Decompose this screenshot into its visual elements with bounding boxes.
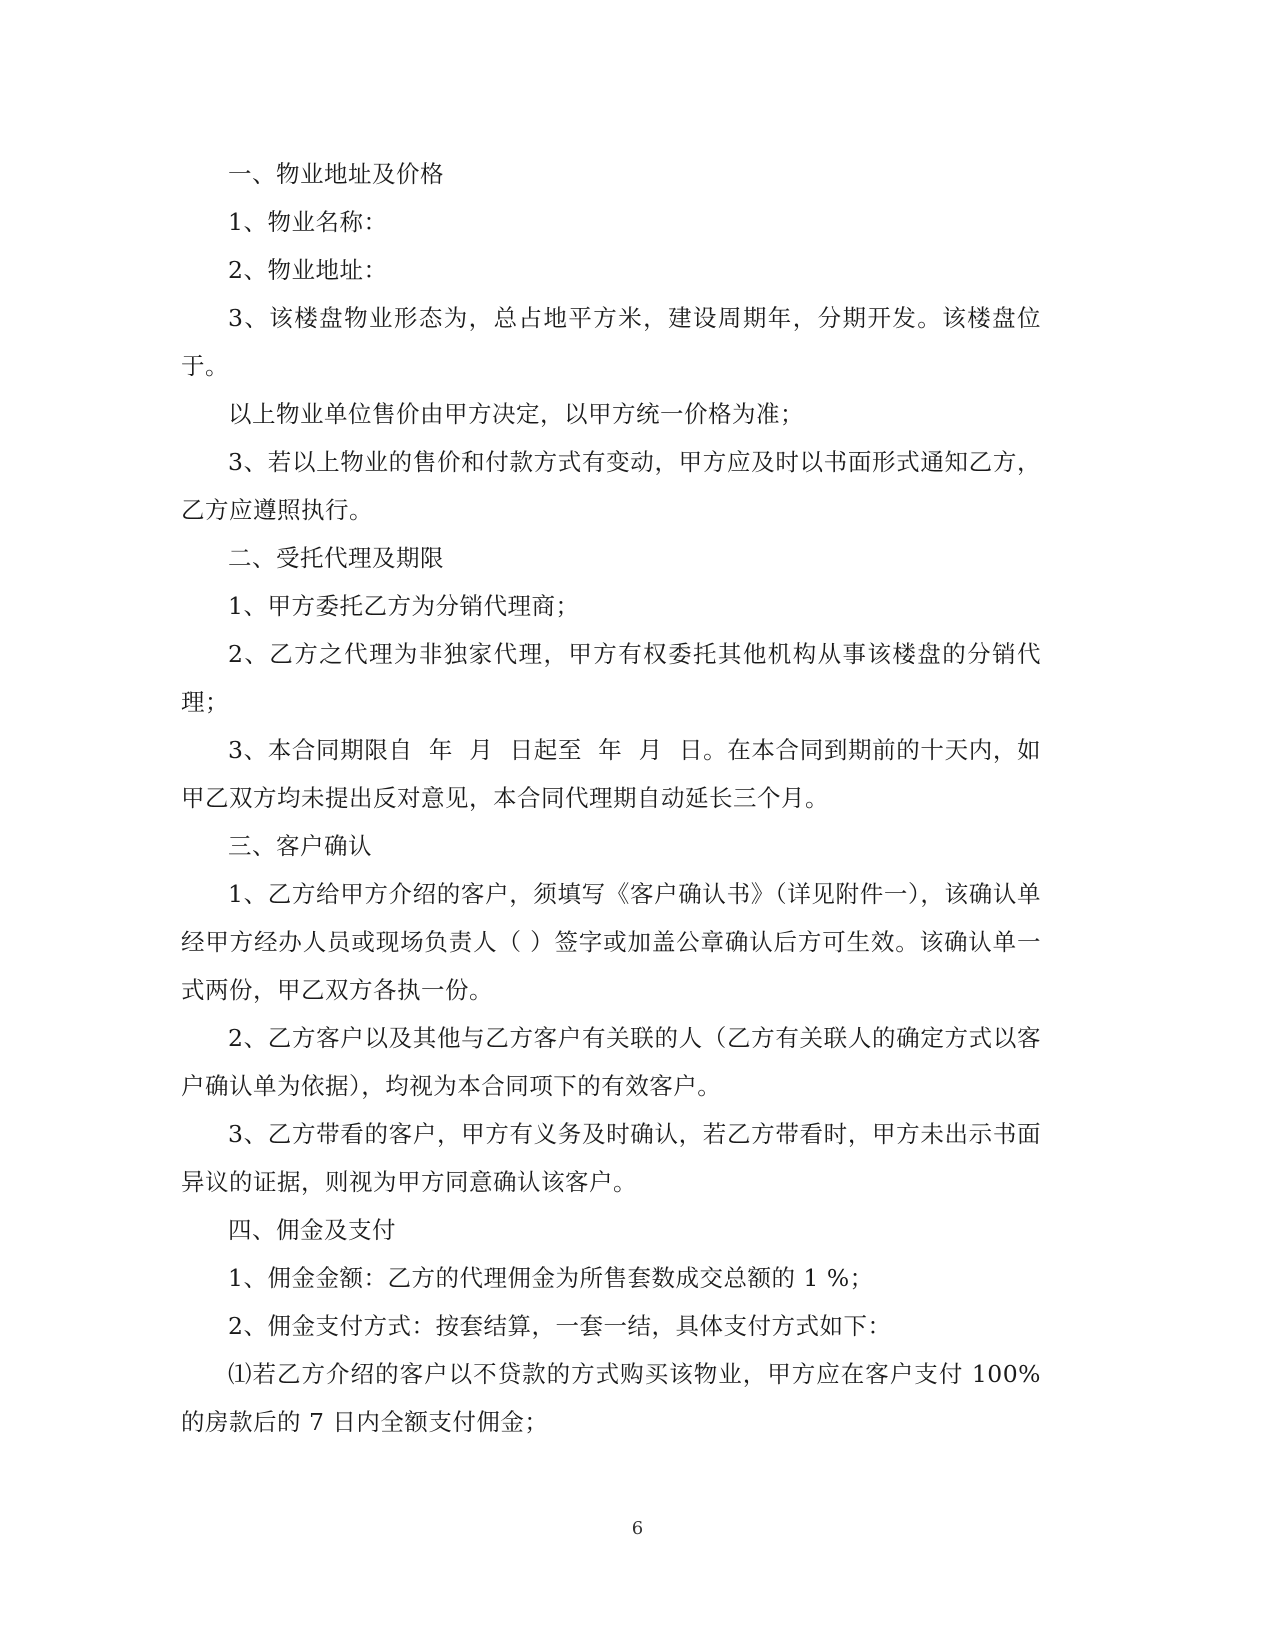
section-heading: 三、客户确认 [228, 832, 372, 860]
paragraph: 1、乙方给甲方介绍的客户，须填写《客户确认书》（详见附件一），该确认单经甲方经办人员或现场负责人（ ）签字或加盖公章确认后方可生效。该确认单一式两份，甲乙双方各执一份。 [181, 880, 1041, 1004]
paragraph: 3、乙方带看的客户，甲方有义务及时确认，若乙方带看时，甲方未出示书面异议的证据，则视为甲方同意确认该客户。 [181, 1120, 1041, 1196]
section-heading: 二、受托代理及期限 [228, 544, 444, 572]
document-body [181, 150, 1041, 1446]
paragraph: 2、乙方之代理为非独家代理，甲方有权委托其他机构从事该楼盘的分销代理； [181, 640, 1041, 716]
paragraph: 3、若以上物业的售价和付款方式有变动，甲方应及时以书面形式通知乙方，乙方应遵照执行。 [181, 448, 1041, 524]
paragraph: 1、物业名称： [228, 208, 388, 236]
paragraph: 2、乙方客户以及其他与乙方客户有关联的人（乙方有关联人的确定方式以客户确认单为依据），均视为本合同项下的有效客户。 [181, 1024, 1041, 1100]
paragraph: 以上物业单位售价由甲方决定，以甲方统一价格为准； [228, 400, 804, 428]
section-heading: 四、佣金及支付 [228, 1216, 396, 1244]
page-number: 6 [631, 1518, 644, 1539]
paragraph: 1、佣金金额：乙方的代理佣金为所售套数成交总额的 1 %； [228, 1264, 874, 1292]
paragraph: 1、甲方委托乙方为分销代理商； [228, 592, 580, 620]
paragraph: 3、本合同期限自 年 月 日起至 年 月 日。在本合同到期前的十天内，如甲乙双方均未提出反对意见，本合同代理期自动延长三个月。 [181, 736, 1041, 812]
paragraph: 3、该楼盘物业形态为，总占地平方米，建设周期年，分期开发。该楼盘位于。 [181, 304, 1041, 380]
paragraph: ⑴若乙方介绍的客户以不贷款的方式购买该物业，甲方应在客户支付 100%的房款后的 7 日内全额支付佣金； [181, 1360, 1041, 1436]
paragraph: 2、物业地址： [228, 256, 388, 284]
section-heading: 一、物业地址及价格 [228, 160, 444, 188]
paragraph: 2、佣金支付方式：按套结算，一套一结，具体支付方式如下： [228, 1312, 892, 1340]
